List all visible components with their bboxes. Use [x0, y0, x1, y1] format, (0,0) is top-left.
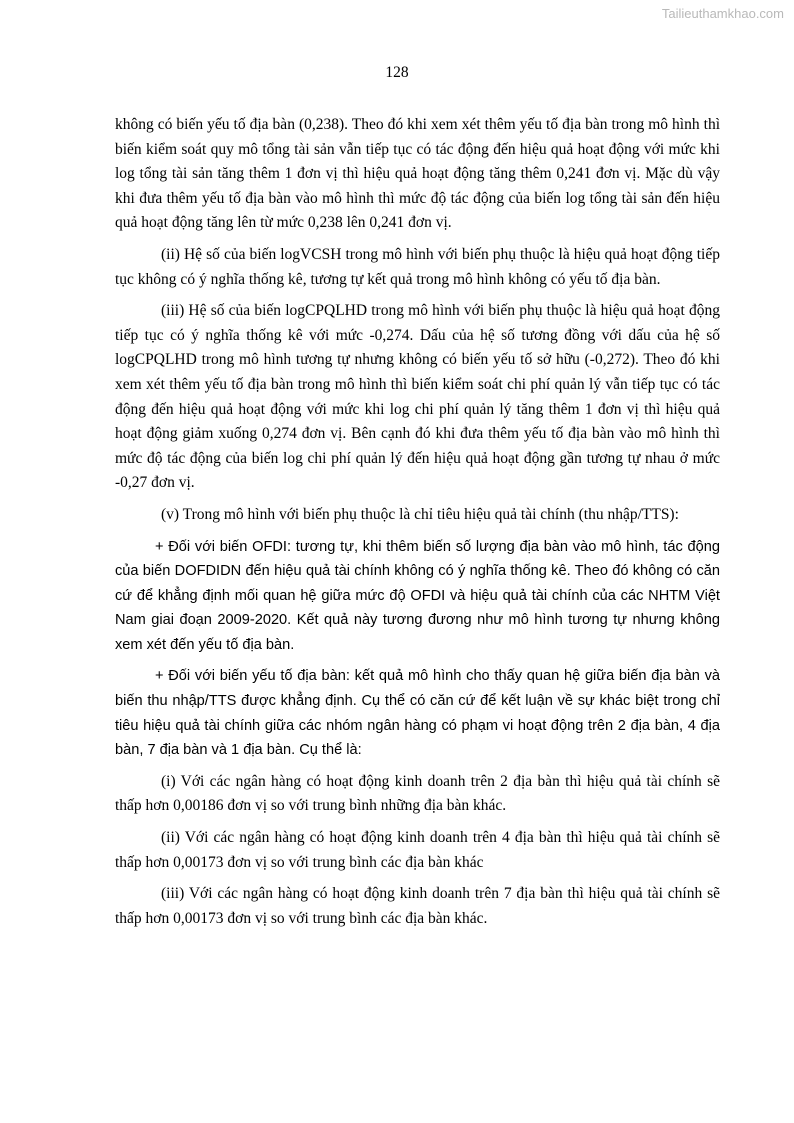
- page-number: 128: [385, 64, 409, 81]
- paragraph-ofdi-variable: + Đối với biến OFDI: tương tự, khi thêm biến số lượng địa bàn vào mô hình, tác động của biến DOFDIDN đến hiệu quả tài chính không có ý nghĩa thống kê. Theo đó không có căn cứ để khẳng định mối quan hệ giữa mức độ OFDI và hiệu quả tài chính của các NHTM Việt Nam giai đoạn 2009-2020. Kết quả này tương đương như mô hình tương tự nhưng không xem xét đến yếu tố địa bàn.: [115, 538, 720, 653]
- paragraph-item-i: (i) Với các ngân hàng có hoạt động kinh doanh trên 2 địa bàn thì hiệu quả tài chính sẽ thấp hơn 0,00186 đơn vị so với trung bình những địa bàn khác.: [115, 772, 720, 815]
- paragraph-item-iii: (iii) Với các ngân hàng có hoạt động kinh doanh trên 7 địa bàn thì hiệu quả tài chính sẽ thấp hơn 0,00173 đơn vị so với trung bình các địa bàn khác.: [115, 885, 720, 927]
- paragraph-iii-logcpqlhd: (iii) Hệ số của biến logCPQLHD trong mô hình với biến phụ thuộc là hiệu quả hoạt động tiếp tục có ý nghĩa thống kê với mức -0,274. Dấu của hệ số tương đồng với dấu của hệ số logCPQLHD trong mô hình tương tự nhưng không có biến yếu tố sở hữu (-0,272). Theo đó khi xem xét thêm yếu tố địa bàn trong mô hình thì biến kiểm soát chi phí quản lý vẫn tiếp tục có tác động đến hiệu quả hoạt động với mức khi log chi phí quản lý tăng thêm 1 đơn vị thì hiệu quả hoạt động giảm xuống 0,274 đơn vị. Bên cạnh đó khi đưa thêm yếu tố địa bàn vào mô hình thì mức độ tác động của biến log chi phí quản lý đến hiệu quả hoạt động gần tương tự nhau ở mức -0,27 đơn vị.: [115, 302, 720, 492]
- paragraph-continuation: không có biến yếu tố địa bàn (0,238). Theo đó khi xem xét thêm yếu tố địa bàn trong mô hình thì biến kiểm soát quy mô tổng tài sản vẫn tiếp tục có tác động đến hiệu quả hoạt động với mức khi log tổng tài sản tăng thêm 1 đơn vị thì hiệu quả hoạt động tăng thêm 0,241 đơn vị. Mặc dù vậy khi đưa thêm yếu tố địa bàn vào mô hình thì mức độ tác động của biến log tổng tài sản đến hiệu quả hoạt động tăng lên từ mức 0,238 lên 0,241 đơn vị.: [115, 116, 720, 232]
- document-body: [115, 113, 720, 938]
- watermark-text: Tailieuthamkhao.com: [661, 6, 784, 21]
- paragraph-v-financial-efficiency: (v) Trong mô hình với biến phụ thuộc là chỉ tiêu hiệu quả tài chính (thu nhập/TTS):: [161, 505, 679, 523]
- paragraph-location-variable: + Đối với biến yếu tố địa bàn: kết quả mô hình cho thấy quan hệ giữa biến địa bàn và biến thu nhập/TTS được khẳng định. Cụ thể có căn cứ để kết luận về sự khác biệt trong chỉ tiêu hiệu quả tài chính giữa các nhóm ngân hàng có phạm vi hoạt động trên 2 địa bàn, 4 địa bàn, 7 địa bàn và 1 địa bàn. Cụ thể là:: [115, 668, 720, 759]
- paragraph-item-ii: (ii) Với các ngân hàng có hoạt động kinh doanh trên 4 địa bàn thì hiệu quả tài chính sẽ thấp hơn 0,00173 đơn vị so với trung bình các địa bàn khác: [115, 829, 720, 871]
- paragraph-ii-logvcsh: (ii) Hệ số của biến logVCSH trong mô hình với biến phụ thuộc là hiệu quả hoạt động tiếp tục không có ý nghĩa thống kê, tương tự kết quả trong mô hình không có yếu tố địa bàn.: [115, 245, 720, 288]
